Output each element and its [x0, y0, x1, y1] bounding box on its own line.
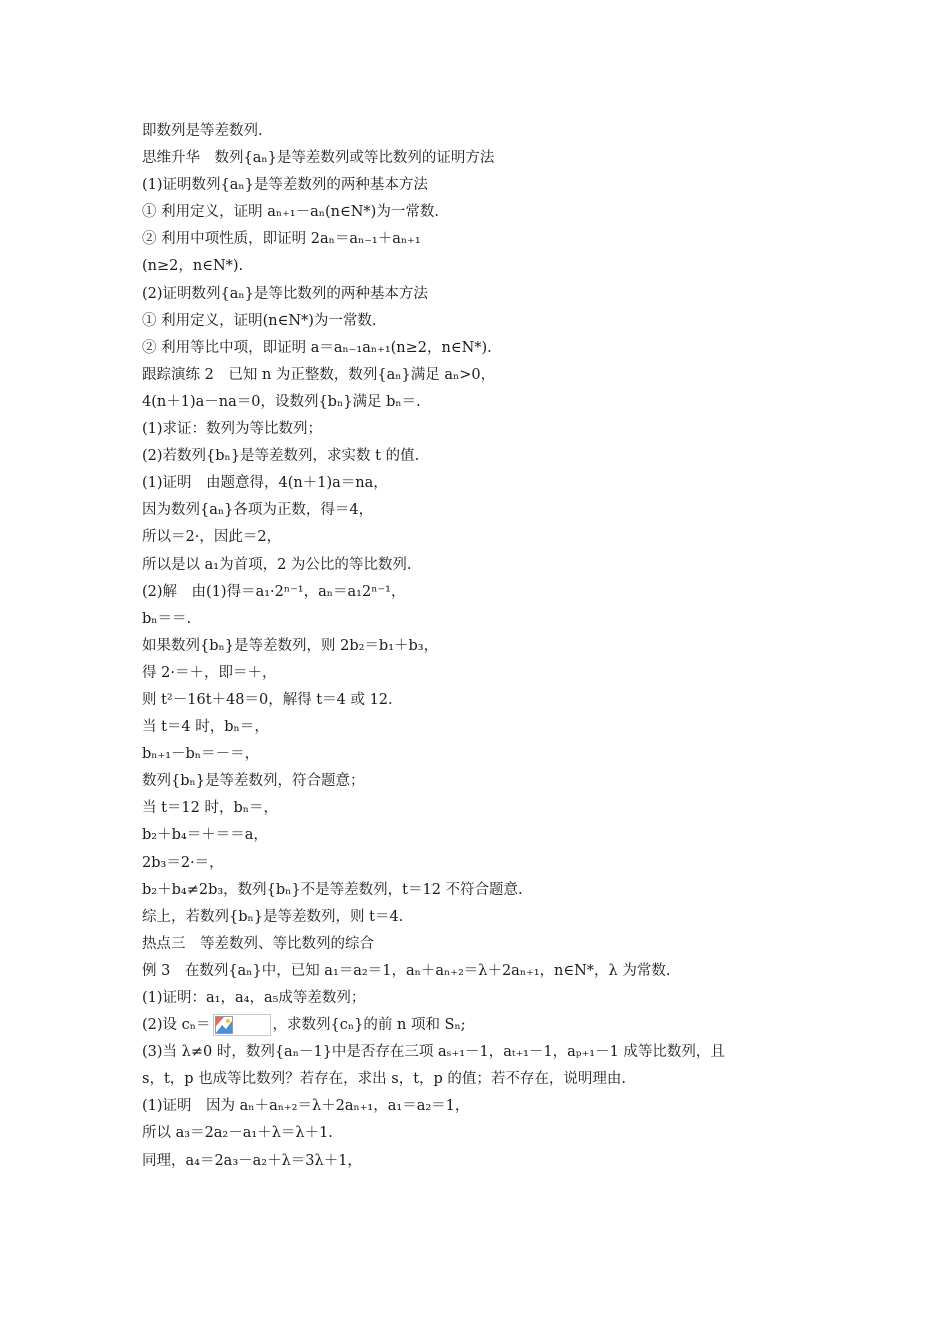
text-line: (1)证明 由题意得，4(n＋1)a＝na，: [142, 475, 388, 492]
text-line: bₙ₊₁－bₙ＝－＝，: [142, 746, 260, 763]
text-line: (1)求证：数列为等比数列；: [142, 421, 323, 438]
text-line: 数列{bₙ}是等差数列，符合题意；: [142, 773, 365, 790]
text-segment: ，求数列{cₙ}的前 n 项和 Sₙ;: [272, 1017, 466, 1034]
text-line: 综上，若数列{bₙ}是等差数列，则 t＝4.: [142, 908, 404, 925]
text-line: (2)证明数列{aₙ}是等比数列的两种基本方法: [142, 285, 428, 302]
example-heading: 例 3 在数列{aₙ}中，已知 a₁＝a₂＝1，aₙ＋aₙ₊₂＝λ＋2aₙ₊₁，n∈N*，λ 为常数.: [142, 962, 671, 979]
text-line: 同理，a₄＝2a₃－a₂＋λ＝3λ＋1，: [142, 1152, 362, 1169]
text-line: ① 利用定义，证明 aₙ₊₁－aₙ(n∈N*)为一常数.: [142, 204, 439, 221]
text-line: 4(n＋1)a－na＝0，设数列{bₙ}满足 bₙ＝.: [142, 393, 421, 410]
text-line: b₂＋b₄＝＋＝＝a，: [142, 827, 268, 844]
text-line: 所以是以 a₁为首项，2 为公比的等比数列.: [142, 556, 412, 573]
text-line: s，t，p 也成等比数列？若存在，求出 s，t，p 的值；若不存在，说明理由.: [142, 1071, 627, 1088]
text-line: 即数列是等差数列.: [142, 123, 263, 139]
broken-image-icon: [213, 1014, 271, 1036]
text-line: ② 利用中项性质，即证明 2aₙ＝aₙ₋₁＋aₙ₊₁: [142, 231, 421, 248]
text-line: (2)若数列{bₙ}是等差数列，求实数 t 的值.: [142, 448, 420, 465]
text-line: ② 利用等比中项，即证明 a＝aₙ₋₁aₙ₊₁(n≥2，n∈N*).: [142, 339, 492, 356]
text-line: 当 t＝4 时，bₙ＝，: [142, 719, 269, 736]
text-line: 2b₃＝2·＝，: [142, 854, 224, 871]
text-line: b₂＋b₄≠2b₃，数列{bₙ}不是等差数列，t＝12 不符合题意.: [142, 881, 523, 898]
text-line: 因为数列{aₙ}各项为正数，得＝4，: [142, 502, 374, 519]
text-line: (1)证明数列{aₙ}是等差数列的两种基本方法: [142, 177, 428, 194]
text-line-with-image: [142, 1012, 822, 1039]
text-line: 当 t＝12 时，bₙ＝，: [142, 800, 279, 817]
text-line: 得 2·＝＋，即＝＋，: [142, 664, 277, 681]
text-line: (1)证明：a₁，a₄，a₅成等差数列；: [142, 990, 366, 1006]
document-body: [142, 118, 822, 1175]
section-heading: 热点三 等差数列、等比数列的综合: [142, 935, 374, 952]
text-line: 所以 a₃＝2a₂－a₁＋λ＝λ＋1.: [142, 1125, 333, 1142]
text-line: bₙ＝＝.: [142, 610, 192, 627]
text-line: ① 利用定义，证明(n∈N*)为一常数.: [142, 312, 377, 329]
text-line: (2)解 由(1)得＝a₁·2ⁿ⁻¹，aₙ＝a₁2ⁿ⁻¹，: [142, 583, 406, 600]
text-segment: (2)设 cₙ＝: [142, 1017, 211, 1034]
text-line: 如果数列{bₙ}是等差数列，则 2b₂＝b₁＋b₃，: [142, 637, 439, 654]
text-line: (1)证明 因为 aₙ＋aₙ₊₂＝λ＋2aₙ₊₁，a₁＝a₂＝1，: [142, 1098, 470, 1115]
section-heading: 思维升华 数列{aₙ}是等差数列或等比数列的证明方法: [142, 150, 495, 167]
text-line: 则 t²－16t＋48＝0，解得 t＝4 或 12.: [142, 691, 393, 708]
exercise-heading: 跟踪演练 2 已知 n 为正整数，数列{aₙ}满足 aₙ>0，: [142, 366, 496, 383]
text-line: (n≥2，n∈N*).: [142, 258, 244, 275]
text-line: 所以＝2·，因此＝2，: [142, 529, 282, 546]
text-line: (3)当 λ≠0 时，数列{aₙ－1}中是否存在三项 aₛ₊₁－1，aₜ₊₁－1，aₚ₊₁－1 成等比数列，且: [142, 1044, 725, 1061]
